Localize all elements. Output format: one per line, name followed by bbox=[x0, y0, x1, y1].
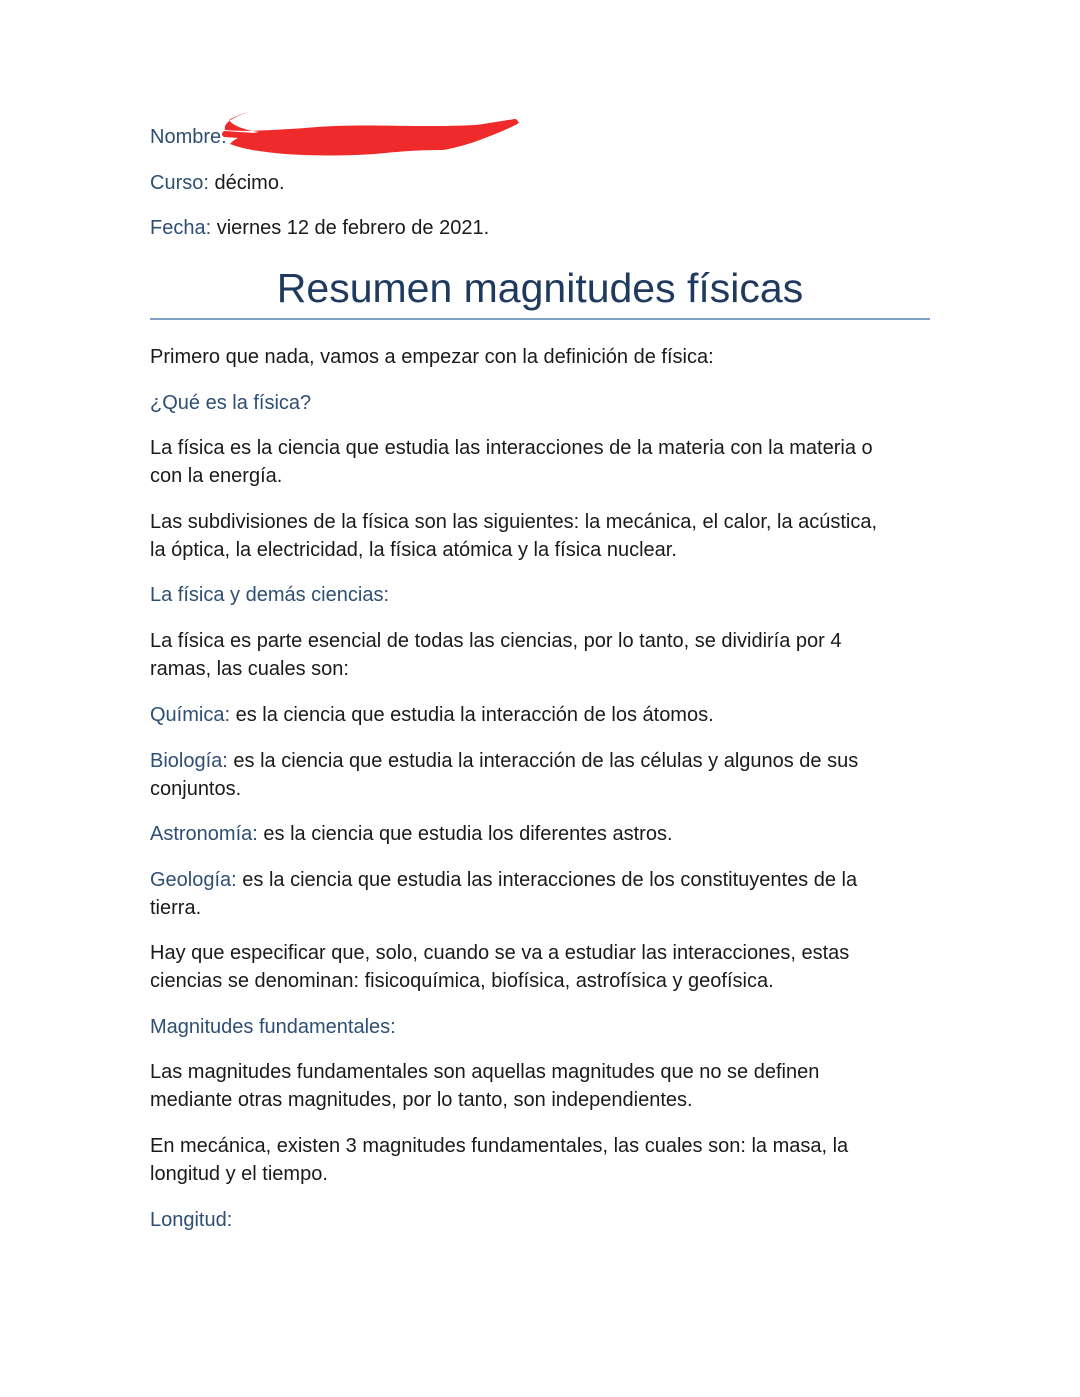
term-chemistry: Química: bbox=[150, 704, 231, 726]
date-line bbox=[150, 214, 489, 242]
heading-what-is-physics: ¿Qué es la física? bbox=[150, 392, 312, 414]
paragraph-line: mediante otras magnitudes, por lo tanto, son independientes. bbox=[150, 1089, 693, 1111]
name-label: Nombre: bbox=[150, 126, 227, 148]
course-label: Curso: bbox=[150, 172, 209, 194]
definition-continuation: tierra. bbox=[150, 897, 202, 919]
definition-continuation: conjuntos. bbox=[150, 778, 242, 800]
date-label: Fecha: bbox=[150, 217, 212, 239]
heading-fundamental-magnitudes: Magnitudes fundamentales: bbox=[150, 1016, 396, 1038]
definition-text: es la ciencia que estudia las interacciones de los constituyentes de la bbox=[242, 869, 858, 891]
course-value: décimo. bbox=[214, 172, 285, 194]
title-underline bbox=[150, 318, 930, 320]
paragraph-line: con la energía. bbox=[150, 465, 283, 487]
list-item-chemistry bbox=[150, 701, 714, 729]
term-geology: Geología: bbox=[150, 869, 237, 891]
paragraph-line: ciencias se denominan: fisicoquímica, biofísica, astrofísica y geofísica. bbox=[150, 970, 774, 992]
definition-text: es la ciencia que estudia los diferentes astros. bbox=[263, 823, 673, 845]
document-page bbox=[150, 0, 930, 1397]
document-title: Resumen magnitudes físicas bbox=[276, 265, 804, 311]
paragraph-line: Las magnitudes fundamentales son aquellas magnitudes que no se definen bbox=[150, 1061, 820, 1083]
paragraph-line: Las subdivisiones de la física son las siguientes: la mecánica, el calor, la acústica, bbox=[150, 511, 878, 533]
date-value: viernes 12 de febrero de 2021. bbox=[216, 217, 490, 239]
list-item-astronomy bbox=[150, 820, 673, 848]
definition-text: es la ciencia que estudia la interacción de las células y algunos de sus bbox=[233, 750, 859, 772]
paragraph-line: La física es la ciencia que estudia las interacciones de la materia con la materia o bbox=[150, 437, 873, 459]
paragraph-line: En mecánica, existen 3 magnitudes fundamentales, las cuales son: la masa, la bbox=[150, 1135, 849, 1157]
redaction-mark bbox=[225, 110, 520, 156]
definition-text: es la ciencia que estudia la interacción de los átomos. bbox=[235, 704, 714, 726]
heading-length: Longitud: bbox=[150, 1209, 233, 1231]
paragraph-line: ramas, las cuales son: bbox=[150, 658, 349, 680]
list-item-biology bbox=[150, 747, 858, 775]
intro-text: Primero que nada, vamos a empezar con la definición de física: bbox=[150, 346, 714, 368]
paragraph-line: longitud y el tiempo. bbox=[150, 1163, 328, 1185]
list-item-geology bbox=[150, 866, 857, 894]
paragraph-line: la óptica, la electricidad, la física atómica y la física nuclear. bbox=[150, 539, 677, 561]
paragraph-line: Hay que especificar que, solo, cuando se va a estudiar las interacciones, estas bbox=[150, 942, 850, 964]
heading-physics-and-sciences: La física y demás ciencias: bbox=[150, 584, 389, 606]
redaction-scribble bbox=[215, 104, 525, 164]
course-line bbox=[150, 169, 285, 197]
term-biology: Biología: bbox=[150, 750, 228, 772]
paragraph-line: La física es parte esencial de todas las ciencias, por lo tanto, se dividiría por 4 bbox=[150, 630, 842, 652]
term-astronomy: Astronomía: bbox=[150, 823, 258, 845]
